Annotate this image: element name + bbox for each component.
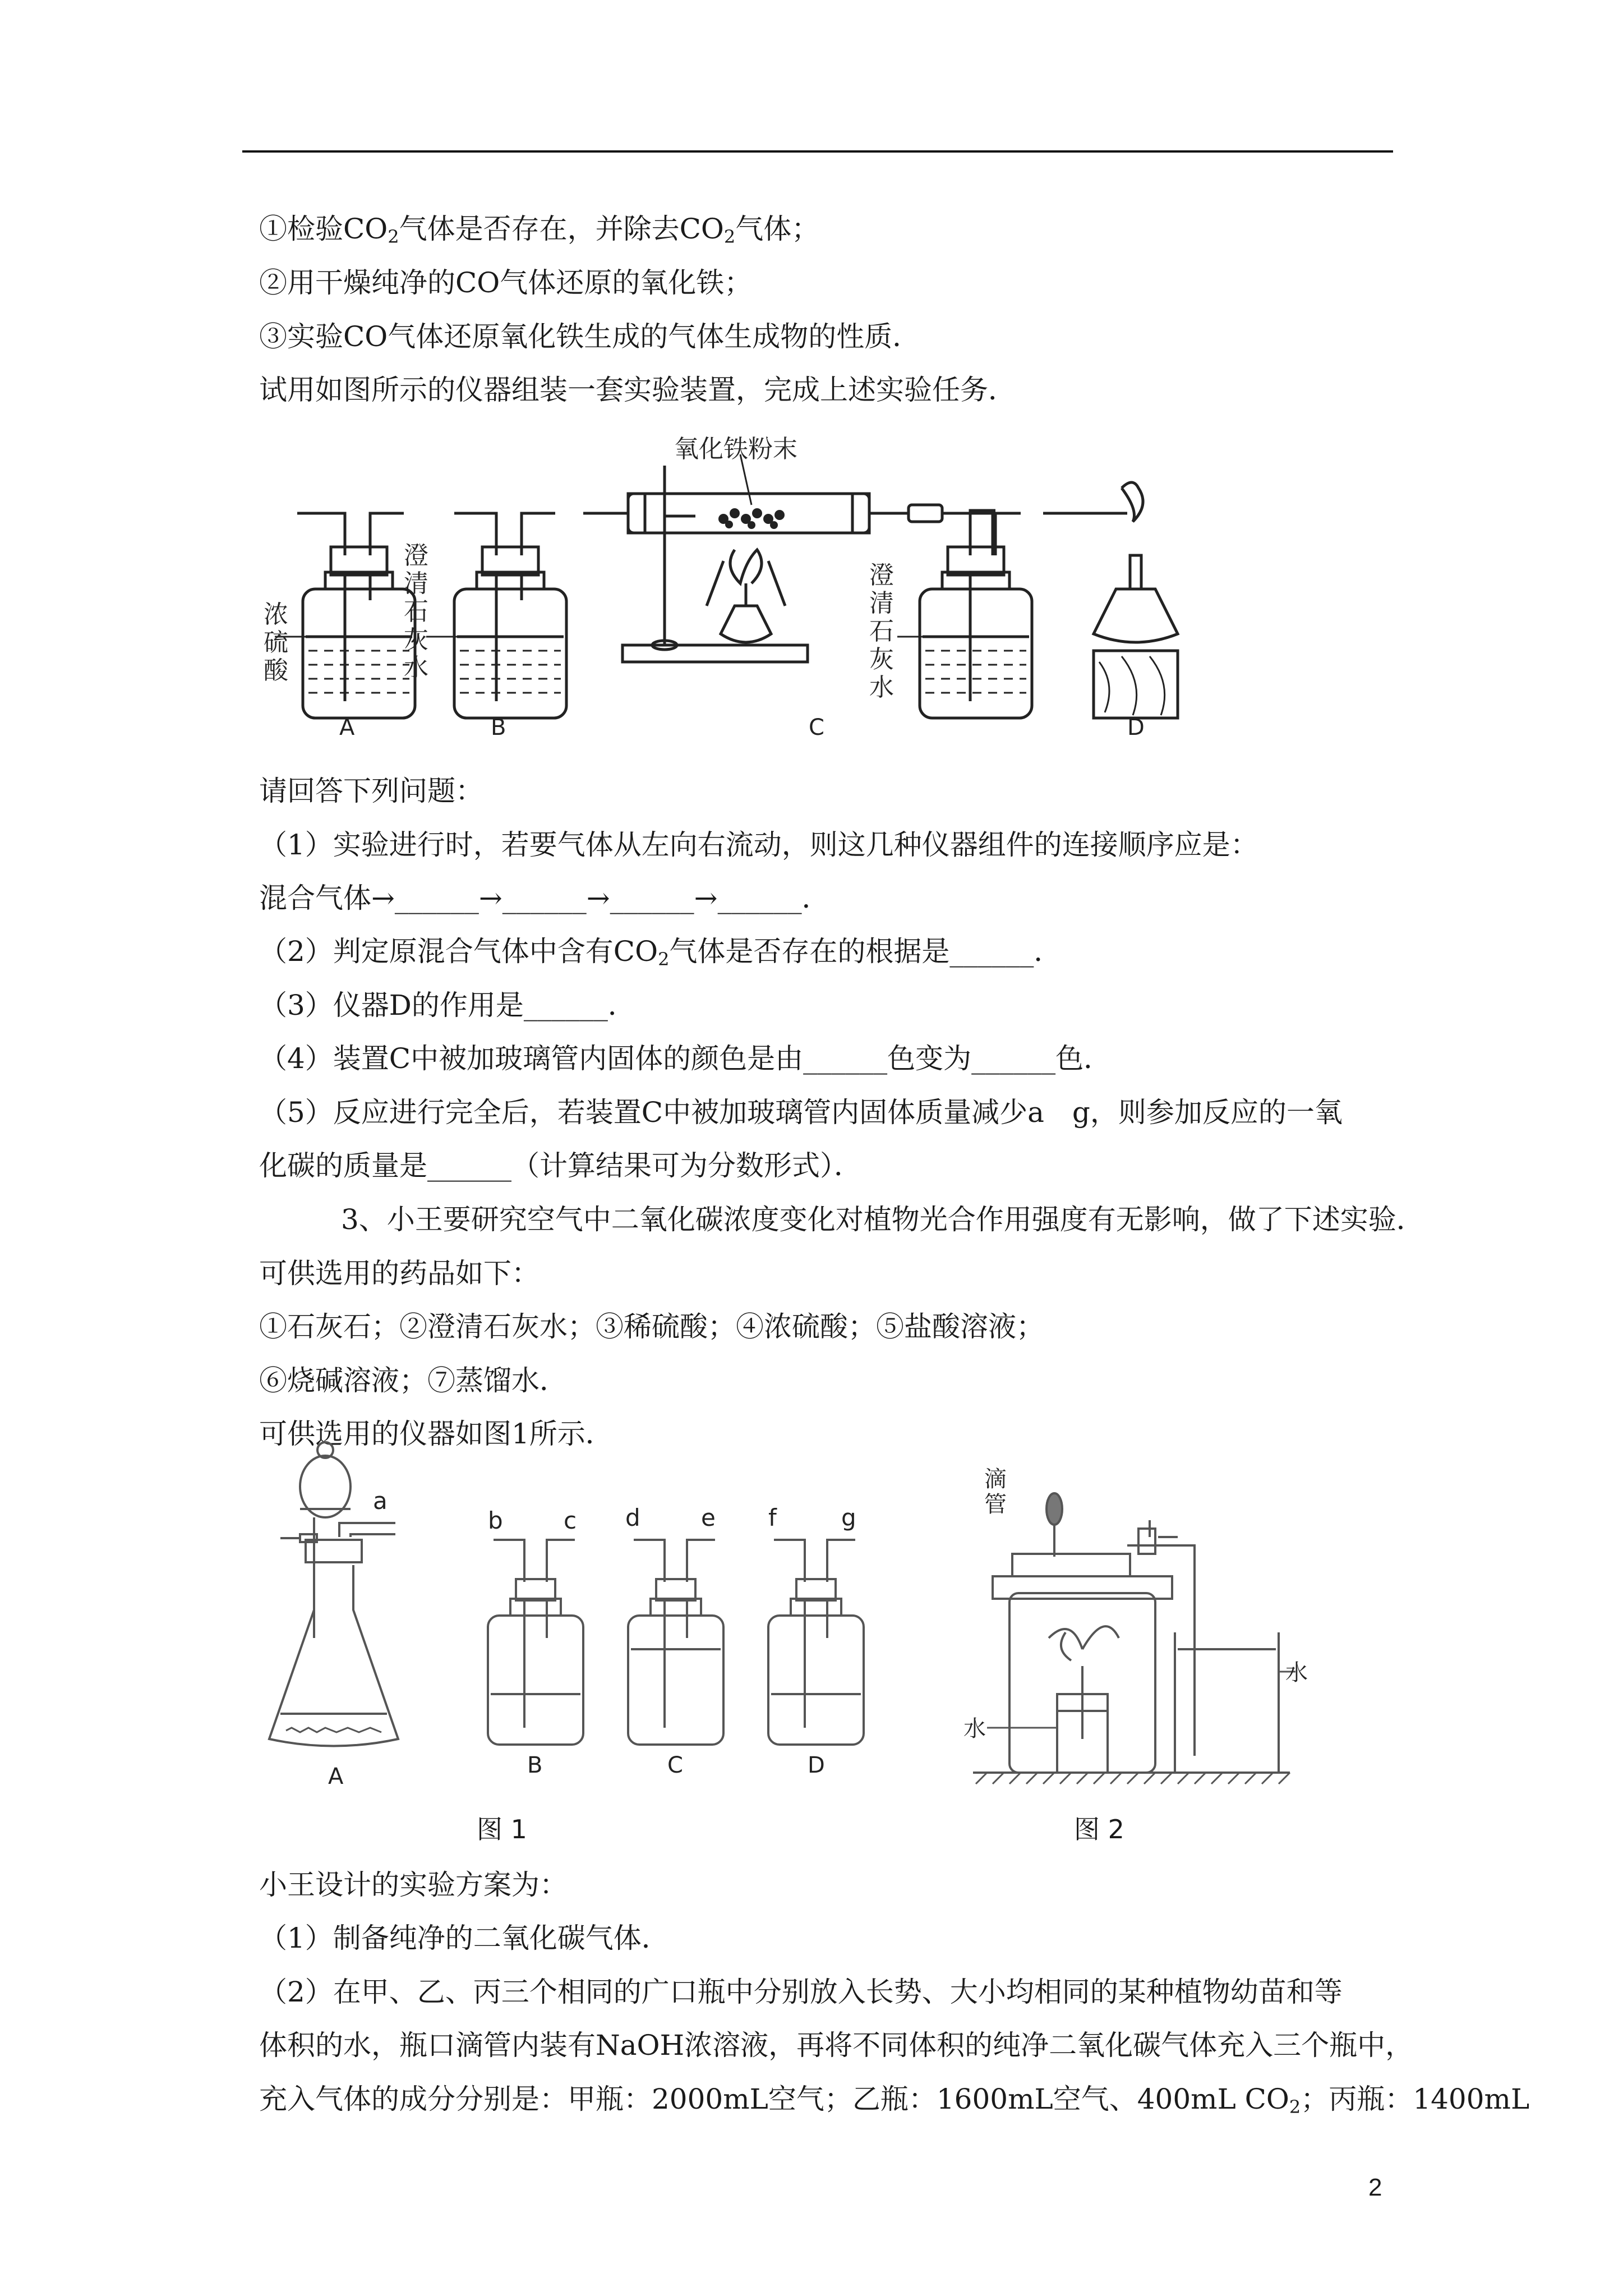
text-line-19: （1）制备纯净的二氧化碳气体． <box>259 1922 670 1954</box>
text-line-17: 可供选用的仪器如图1所示． <box>259 1418 614 1450</box>
label-lime-c-2: 清 <box>869 589 894 618</box>
text-line-20: （2）在甲、乙、丙三个相同的广口瓶中分别放入长势、大小均相同的某种植物幼苗和等 <box>259 1976 1343 2008</box>
label-c: C <box>809 715 824 740</box>
bottle-b2 <box>488 1540 583 1745</box>
label-lime-c-3: 石 <box>869 617 894 646</box>
label-lime-b-3: 石 <box>404 597 428 626</box>
label-acid-3: 酸 <box>264 656 288 685</box>
text-line-21: 体积的水，瓶口滴管内装有NaOH浓溶液，再将不同体积的纯净二氧化碳气体充入三个瓶中， <box>259 2029 1414 2062</box>
label-lime-c-1: 澄 <box>869 561 894 590</box>
apparatus-c <box>583 454 1032 718</box>
text-line-12: 化碳的质量是______（计算结果可为分数形式）． <box>259 1149 862 1182</box>
label-a-bottom: A <box>328 1764 344 1789</box>
apparatus-figure-bottom <box>247 1425 1312 1818</box>
label-lime-b-2: 清 <box>404 569 428 598</box>
apparatus-figure-top <box>241 421 1195 740</box>
label-water-right: 水 <box>1285 1660 1308 1686</box>
label-lime-c-4: 灰 <box>869 645 894 674</box>
label-f-small: f <box>768 1504 777 1531</box>
label-dropper-2: 管 <box>984 1492 1007 1517</box>
label-lime-c-5: 水 <box>869 673 894 702</box>
text-line-13: 3、小王要研究空气中二氧化碳浓度变化对植物光合作用强度有无影响，做了下述实验． <box>341 1203 1424 1236</box>
label-lime-b-1: 澄 <box>404 541 428 570</box>
label-d-bottom: D <box>808 1752 825 1778</box>
text-line-2: ②用干燥纯净的CO气体还原的氧化铁； <box>259 266 753 299</box>
label-b-small: b <box>488 1507 503 1534</box>
text-line-4: 试用如图所示的仪器组装一套实验装置，完成上述实验任务． <box>259 374 1016 406</box>
label-lime-b-5: 水 <box>404 654 428 682</box>
caption-figure-2: 图 2 <box>1074 1814 1124 1844</box>
text-line-14: 可供选用的药品如下： <box>259 1257 540 1290</box>
label-acid-2: 硫 <box>264 628 288 657</box>
plant-apparatus <box>973 1493 1295 1784</box>
bottle-d2 <box>768 1540 864 1745</box>
page-number: 2 <box>1368 2174 1382 2201</box>
text-line-6: （1）实验进行时，若要气体从左向右流动，则这几种仪器组件的连接顺序应是： <box>259 829 1258 861</box>
label-a-small: a <box>373 1487 388 1515</box>
label-e-small: e <box>701 1504 716 1531</box>
text-line-8: （2）判定原混合气体中含有$CO_2$气体是否存在的根据是______． <box>259 935 1062 970</box>
text-line-3: ③实验CO气体还原氧化铁生成的气体生成物的性质． <box>259 320 921 353</box>
header-rule <box>242 150 1393 153</box>
bottle-a <box>275 513 415 718</box>
label-c-small: c <box>564 1507 577 1534</box>
text-line-9: （3）仪器D的作用是______． <box>259 989 636 1022</box>
label-a: A <box>339 715 355 740</box>
text-line-11: （5）反应进行完全后，若装置C中被加玻璃管内固体质量减少a g，则参加反应的一氧 <box>259 1096 1343 1129</box>
text-line-22: 充入气体的成分分别是：甲瓶：2000mL空气；乙瓶：1600mL空气、400mL $CO_2$；丙瓶：1400mL <box>259 2083 1530 2118</box>
label-water-left: 水 <box>963 1716 986 1742</box>
bottle-c2 <box>628 1540 723 1745</box>
text-line-1: ①检验$CO_2$气体是否存在，并除去$CO_2$气体； <box>259 213 820 247</box>
label-d-small: d <box>625 1504 640 1531</box>
label-iron-oxide-powder: 氧化铁粉末 <box>674 435 797 463</box>
text-line-5: 请回答下列问题： <box>259 775 483 807</box>
label-acid-1: 浓 <box>264 600 288 629</box>
label-lime-b-4: 灰 <box>404 625 428 654</box>
label-c-bottom: C <box>667 1752 683 1778</box>
label-b-bottom: B <box>527 1752 543 1778</box>
caption-figure-1: 图 1 <box>477 1814 527 1844</box>
burner-d <box>1043 482 1178 718</box>
text-line-16: ⑥烧碱溶液；⑦蒸馏水． <box>259 1364 568 1397</box>
label-g-small: g <box>841 1504 856 1531</box>
label-dropper-1: 滴 <box>984 1466 1007 1492</box>
text-line-10: （4）装置C中被加玻璃管内固体的颜色是由______色变为______色． <box>259 1042 1112 1075</box>
bottle-b <box>426 513 566 718</box>
label-d: D <box>1127 715 1145 740</box>
label-b: B <box>491 715 506 740</box>
text-line-15: ①石灰石；②澄清石灰水；③稀硫酸；④浓硫酸；⑤盐酸溶液； <box>259 1310 1044 1343</box>
text-line-18: 小王设计的实验方案为： <box>259 1869 568 1901</box>
text-line-7: 混合气体→______→______→______→______． <box>259 882 830 914</box>
